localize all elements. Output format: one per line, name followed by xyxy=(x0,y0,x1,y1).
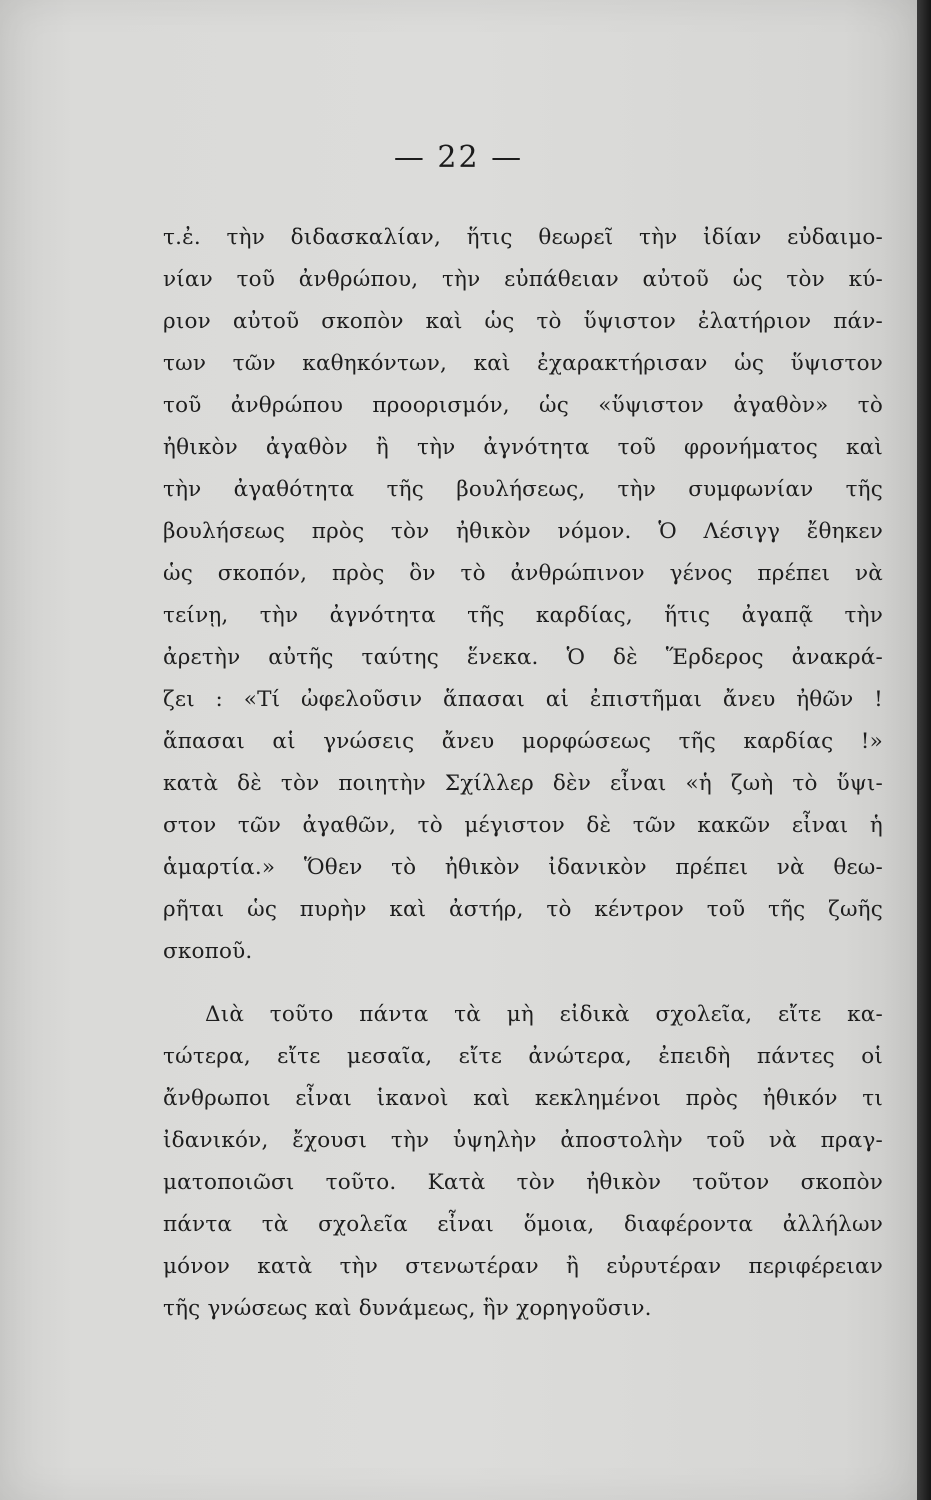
text-line: ριον αὐτοῦ σκοπὸν καὶ ὡς τὸ ὕψιστον ἐλατήριον πάν- xyxy=(163,309,883,334)
text-line: ὡς σκοπόν, πρὸς ὃν τὸ ἀνθρώπινον γένος πρέπει νὰ xyxy=(163,561,883,586)
text-line: πάντα τὰ σχολεῖα εἶναι ὅμοια, διαφέροντα ἀλλήλων xyxy=(163,1212,883,1237)
text-line: ζει : «Τί ὠφελοῦσιν ἅπασαι αἱ ἐπιστῆμαι ἄνευ ἠθῶν ! xyxy=(163,687,883,712)
text-line: κατὰ δὲ τὸν ποιητὴν Σχίλλερ δὲν εἶναι «ἡ ζωὴ τὸ ὕψι- xyxy=(163,771,883,796)
text-line: ἄνθρωποι εἶναι ἱκανοὶ καὶ κεκλημένοι πρὸς ἠθικόν τι xyxy=(163,1086,883,1111)
text-line: ἀρετὴν αὐτῆς ταύτης ἕνεκα. Ὁ δὲ Ἕρδερος ἀνακρά- xyxy=(163,645,883,670)
paragraph-gap xyxy=(163,973,883,994)
text-line: νίαν τοῦ ἀνθρώπου, τὴν εὐπάθειαν αὐτοῦ ὡς τὸν κύ- xyxy=(163,267,883,292)
text-line: τῆς γνώσεως καὶ δυνάμεως, ἣν χορηγοῦσιν. xyxy=(163,1296,652,1321)
page-number: — 22 — xyxy=(393,140,524,175)
text-line: σκοποῦ. xyxy=(163,939,253,964)
text-line: μόνον κατὰ τὴν στενωτέραν ἢ εὐρυτέραν περιφέρειαν xyxy=(163,1254,883,1279)
page-body-text xyxy=(163,217,883,1330)
text-line: τείνῃ, τὴν ἀγνότητα τῆς καρδίας, ἥτις ἀγαπᾷ τὴν xyxy=(163,603,883,628)
paragraph-2 xyxy=(163,994,883,1330)
text-line: ἅπασαι αἱ γνώσεις ἄνευ μορφώσεως τῆς καρδίας !» xyxy=(163,729,883,754)
text-line: Διὰ τοῦτο πάντα τὰ μὴ εἰδικὰ σχολεῖα, εἴτε κα- xyxy=(205,1002,883,1027)
text-line: βουλήσεως πρὸς τὸν ἠθικὸν νόμον. Ὁ Λέσιγγ ἔθηκεν xyxy=(163,519,883,544)
text-line: ἠθικὸν ἀγαθὸν ἢ τὴν ἀγνότητα τοῦ φρονήματος καὶ xyxy=(163,435,883,460)
text-line: ρῆται ὡς πυρὴν καὶ ἀστήρ, τὸ κέντρον τοῦ τῆς ζωῆς xyxy=(163,897,883,922)
text-line: ἁμαρτία.» Ὅθεν τὸ ἠθικὸν ἰδανικὸν πρέπει νὰ θεω- xyxy=(163,855,883,880)
text-line: τώτερα, εἴτε μεσαῖα, εἴτε ἀνώτερα, ἐπειδὴ πάντες οἱ xyxy=(163,1044,883,1069)
text-line: των τῶν καθηκόντων, καὶ ἐχαρακτήρισαν ὡς ὕψιστον xyxy=(163,351,883,376)
text-line: τοῦ ἀνθρώπου προορισμόν, ὡς «ὕψιστον ἀγαθὸν» τὸ xyxy=(163,393,883,418)
paragraph-1 xyxy=(163,217,883,973)
text-line: τὴν ἀγαθότητα τῆς βουλήσεως, τὴν συμφωνίαν τῆς xyxy=(163,477,883,502)
text-line: στον τῶν ἀγαθῶν, τὸ μέγιστον δὲ τῶν κακῶν εἶναι ἡ xyxy=(163,813,883,838)
text-line: τ.ἐ. τὴν διδασκαλίαν, ἥτις θεωρεῖ τὴν ἰδίαν εὐδαιμο- xyxy=(163,225,883,250)
book-edge xyxy=(917,0,931,1500)
text-line: ἰδανικόν, ἔχουσι τὴν ὑψηλὴν ἀποστολὴν τοῦ νὰ πραγ- xyxy=(163,1128,883,1153)
text-line: ματοποιῶσι τοῦτο. Κατὰ τὸν ἠθικὸν τοῦτον σκοπὸν xyxy=(163,1170,883,1195)
